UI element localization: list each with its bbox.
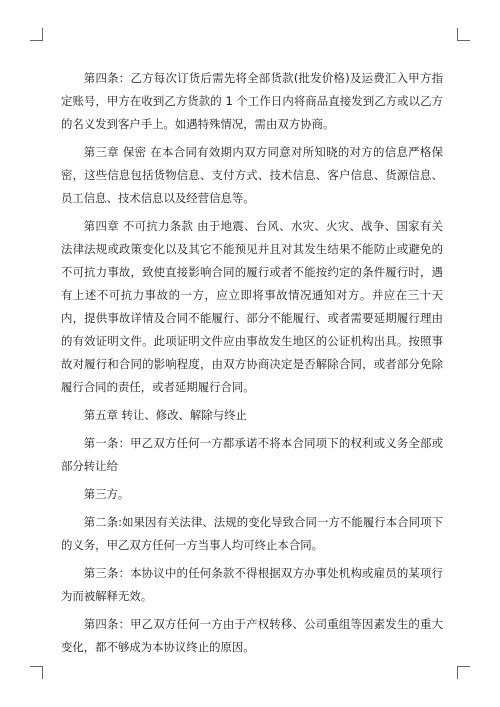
paragraph-chapter-4-force-majeure: 第四章 不可抗力条款 由于地震、台风、水灾、火灾、战争、国家有关法律法规或政策变化以及其它不能预见并且对其发生结果不能防止或避免的不可抗力事故，致使直接影响合同的履行或者不能按约定的条件履行时，遇有上述不可抗力事故的一方，应立即将事故情况通知对方。并应在三十天内，提供事故详情及合同不能履行、部分不能履行、或者需要延期履行理由的有效证明文件。此项证明文件应由事故发生地区的公证机构出具。按照事故对履行和合同的影响程度，由双方协商决定是否解除合同，或者部分免除履行合同的责任，或者延期履行合同。	[61, 219, 443, 394]
corner-mark-bottom-left	[30, 666, 43, 679]
paragraph-chapter-3-confidentiality: 第三章 保密 在本合同有效期内双方同意对所知晓的对方的信息严格保密，这些信息包括货物信息、支付方式、技术信息、客户信息、货源信息、员工信息、技术信息以及经营信息等。	[61, 145, 443, 205]
heading-chapter-5: 第五章 转让、修改、解除与终止	[83, 408, 247, 422]
paragraph-article-3-validity: 第三条：本协议中的任何条款不得根据双方办事处机构或雇员的某项行为而被解释无效。	[61, 566, 443, 603]
paragraph-third-party: 第三方。	[83, 487, 130, 501]
document-page	[61, 67, 443, 664]
corner-mark-top-left	[30, 28, 43, 41]
corner-mark-top-right	[457, 28, 470, 41]
paragraph-article-2-law-change: 第二条:如果因有关法律、法规的变化导致合同一方不能履行本合同项下的义务，甲乙双方任何一方当事人均可终止本合同。	[61, 515, 443, 552]
paragraph-article-4-restructure: 第四条：甲乙双方任何一方由于产权转移、公司重组等因素发生的重大变化，都不够成为本协议终止的原因。	[61, 617, 443, 654]
corner-mark-bottom-right	[457, 666, 470, 679]
paragraph-article-4-payment: 第四条：乙方每次订货后需先将全部货款(批发价格)及运费汇入甲方指定账号，甲方在收到乙方货款的 1 个工作日内将商品直接发到乙方或以乙方的名义发到客户手上。如遇特殊情况，需由双方协商。	[61, 71, 443, 131]
paragraph-article-1-transfer: 第一条：甲乙双方任何一方都承诺不将本合同项下的权利或义务全部或部分转让给	[61, 436, 443, 473]
